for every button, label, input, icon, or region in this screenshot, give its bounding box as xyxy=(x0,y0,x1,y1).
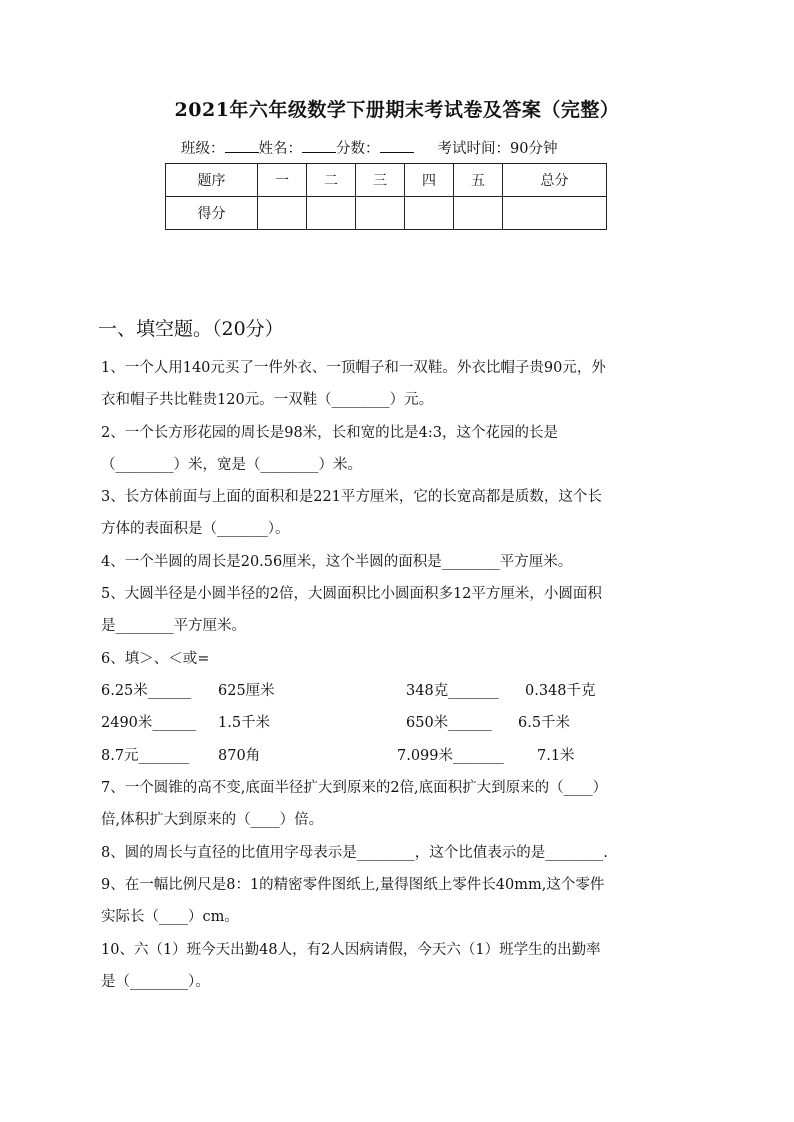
question-line: 10、六（1）班今天出勤48人，有2人因病请假，今天六（1）班学生的出勤率 xyxy=(101,942,601,958)
table-header-cell: 题序 xyxy=(166,164,258,197)
compare-item: 7.099米_______ xyxy=(397,748,504,764)
score-cell[interactable] xyxy=(307,197,356,230)
score-blank[interactable] xyxy=(380,138,414,153)
question-line: 4、一个半圆的周长是20.56厘米，这个半圆的面积是________平方厘米。 xyxy=(101,554,573,570)
table-header-cell: 五 xyxy=(454,164,503,197)
question-line: 8、圆的周长与直径的比值用字母表示是________，这个比值表示的是________. xyxy=(101,845,608,861)
compare-item: 0.348千克 xyxy=(525,683,596,699)
compare-item: 8.7元_______ xyxy=(101,748,190,764)
score-cell[interactable] xyxy=(503,197,607,230)
score-table-score-row xyxy=(166,197,607,230)
compare-item: 870角 xyxy=(218,748,261,764)
question-line: 6、填＞、＜或= xyxy=(101,651,210,667)
question-line: 是________平方厘米。 xyxy=(101,618,246,634)
table-header-cell: 总分 xyxy=(503,164,607,197)
compare-item: 6.5千米 xyxy=(518,715,571,731)
question-line: 是（________）。 xyxy=(101,974,210,990)
score-label: 分数： xyxy=(336,141,380,157)
score-row-label: 得分 xyxy=(166,197,258,230)
exam-time: 考试时间：90分钟 xyxy=(437,141,558,157)
table-header-cell: 三 xyxy=(356,164,405,197)
score-table-header-row xyxy=(166,164,607,197)
score-table xyxy=(165,163,607,230)
student-info-line xyxy=(181,137,557,158)
question-line: 方体的表面积是（_______）。 xyxy=(101,521,290,537)
class-blank[interactable] xyxy=(225,138,259,153)
page-title: 2021年六年级数学下册期末考试卷及答案（完整） xyxy=(174,99,620,121)
table-header-cell: 二 xyxy=(307,164,356,197)
score-cell[interactable] xyxy=(258,197,307,230)
compare-item: 1.5千米 xyxy=(218,715,271,731)
compare-item: 650米______ xyxy=(406,715,492,731)
compare-item: 7.1米 xyxy=(537,748,575,764)
question-line: 3、长方体前面与上面的面积和是221平方厘米，它的长宽高都是质数，这个长 xyxy=(101,489,602,505)
question-line: （________）米，宽是（________）米。 xyxy=(101,457,362,473)
score-cell[interactable] xyxy=(405,197,454,230)
name-label: 姓名： xyxy=(258,141,302,157)
question-line: 9、在一幅比例尺是8：1的精密零件图纸上,量得图纸上零件长40mm,这个零件 xyxy=(101,877,605,893)
question-line: 实际长（____）cm。 xyxy=(101,909,239,925)
question-line: 倍,体积扩大到原来的（____）倍。 xyxy=(101,812,324,828)
question-line: 7、一个圆锥的高不变,底面半径扩大到原来的2倍,底面积扩大到原来的（____） xyxy=(101,780,608,796)
question-line: 衣和帽子共比鞋贵120元。一双鞋（________）元。 xyxy=(101,392,434,408)
compare-item: 2490米______ xyxy=(101,715,196,731)
score-cell[interactable] xyxy=(454,197,503,230)
table-header-cell: 一 xyxy=(258,164,307,197)
question-line: 5、大圆半径是小圆半径的2倍，大圆面积比小圆面积多12平方厘米，小圆面积 xyxy=(101,586,602,602)
compare-item: 348克_______ xyxy=(406,683,499,699)
compare-item: 625厘米 xyxy=(218,683,275,699)
class-label: 班级： xyxy=(181,141,225,157)
question-line: 2、一个长方形花园的周长是98米，长和宽的比是4:3，这个花园的长是 xyxy=(101,425,559,441)
score-cell[interactable] xyxy=(356,197,405,230)
compare-item: 6.25米______ xyxy=(101,683,192,699)
table-header-cell: 四 xyxy=(405,164,454,197)
section-title: 一、填空题。（20分） xyxy=(98,318,284,340)
name-blank[interactable] xyxy=(302,138,336,153)
question-line: 1、一个人用140元买了一件外衣、一顶帽子和一双鞋。外衣比帽子贵90元，外 xyxy=(101,360,606,376)
